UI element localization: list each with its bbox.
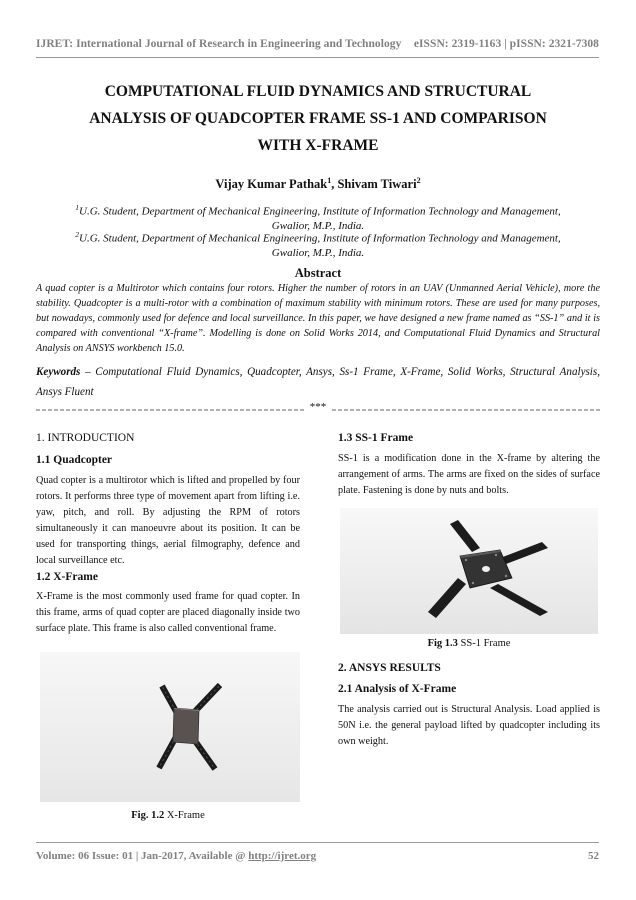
title-line-2: ANALYSIS OF QUADCOPTER FRAME SS-1 AND COMPARISON <box>89 110 547 127</box>
section-1-2-text: X-Frame is the most commonly used frame for quad copter. In this frame, arms of quad copter are placed diagonally inside two surface plate. This frame is also called conventional frame. <box>36 591 300 634</box>
keywords <box>36 362 600 402</box>
section-separator <box>36 401 600 416</box>
figure-1-3-title: SS-1 Frame <box>457 638 511 649</box>
abstract-heading: Abstract <box>294 266 342 280</box>
title-line-1: COMPUTATIONAL FLUID DYNAMICS AND STRUCTURAL <box>104 83 532 100</box>
section-1-2-heading: 1.2 X-Frame <box>36 571 98 583</box>
affiliation-1-sup: 1 <box>75 203 80 212</box>
section-1-3-heading: 1.3 SS-1 Frame <box>338 432 414 444</box>
affiliation-2 <box>36 228 600 260</box>
section-1-1-text: Quad copter is a multirotor which is lifted and propelled by four rotors. It performs three type of movement apart from lifting i.e. yaw, pitch, and roll. By adjusting the RPM of rotors simultaneously it can manoeuvre about its position. It can be used for transporting things, aerial filmography, defence and local surveillance etc. <box>36 475 300 566</box>
title-line-3: WITH X-FRAME <box>257 137 379 154</box>
figure-1-3-caption <box>338 638 600 649</box>
section-1-heading: 1. INTRODUCTION <box>36 432 135 444</box>
footer-volume <box>36 850 316 862</box>
figure-ss1-frame <box>340 508 598 634</box>
author-2-sup: 2 <box>416 176 421 185</box>
author-1-sup: 1 <box>327 176 332 185</box>
affiliation-2-line1: U.G. Student, Department of Mechanical Engineering, Institute of Information Technology and Management, <box>79 232 561 245</box>
keywords-text: – Computational Fluid Dynamics, Quadcopter, Ansys, Ss-1 Frame, X-Frame, Solid Works, Structural Analysis, Ansys Fluent <box>36 366 600 398</box>
footer-rule <box>36 842 599 843</box>
authors <box>36 176 600 192</box>
separator-stars: *** <box>309 401 327 413</box>
author-2: Shivam Tiwari <box>337 177 417 192</box>
footer-url-link[interactable]: http://ijret.org <box>248 850 317 862</box>
author-1: Vijay Kumar Pathak <box>215 177 328 192</box>
ss1-frame-image <box>340 508 598 634</box>
issn-header: eISSN: 2319-1163 | pISSN: 2321-7308 <box>413 38 599 50</box>
author-separator: , <box>331 177 338 192</box>
section-2-1-heading: 2.1 Analysis of X-Frame <box>338 683 457 695</box>
paper-title <box>36 78 600 159</box>
header-rule <box>36 57 599 58</box>
figure-1-2-label: Fig. 1.2 <box>131 810 165 821</box>
section-2-1-text: The analysis carried out is Structural Analysis. Load applied is 50N i.e. the general payload lifted by quadcopter including its own weight. <box>338 704 600 747</box>
figure-1-2-title: X-Frame <box>164 810 205 821</box>
figure-x-frame <box>40 652 300 802</box>
section-1-1-heading: 1.1 Quadcopter <box>36 454 113 466</box>
figure-1-3-label: Fig 1.3 <box>427 638 458 649</box>
section-2-heading: 2. ANSYS RESULTS <box>338 662 441 674</box>
journal-header: IJRET: International Journal of Research in Engineering and Technology <box>36 38 402 50</box>
figure-1-2-caption <box>36 810 300 821</box>
affiliation-1-line1: U.G. Student, Department of Mechanical Engineering, Institute of Information Technology and Management, <box>79 205 561 218</box>
keywords-label: Keywords <box>36 366 81 378</box>
affiliation-2-sup: 2 <box>75 230 80 239</box>
abstract-text: A quad copter is a Multirotor which contains four rotors. Higher the number of rotors in an UAV (Unmanned Aerial Vehicle), more the stability. Quadcopter is a multi-rotor with a combination of maximum stability with minimum rotors. These are used for many purposes, but nowadays, commonly used for defence and local surveillance. In this paper, we have designed a new frame named as “SS-1” and it is compared with conventional “X-frame”. Modelling is done on Solid Works 2014, and Computational Fluid Dynamics and Structural Analysis on ANSYS workbench 15.0. <box>36 283 600 354</box>
affiliation-1-line2: Gwalior, M.P., India. <box>271 219 365 232</box>
x-frame-image <box>40 652 300 802</box>
section-1-3-text: SS-1 is a modification done in the X-frame by altering the arrangement of arms. The arms are fixed on the sides of surface plate. Fastening is done by nuts and bolts. <box>338 453 600 496</box>
footer-volume-text: Volume: 06 Issue: 01 | Jan-2017, Available @ <box>36 850 249 862</box>
affiliation-2-line2: Gwalior, M.P., India. <box>271 246 365 259</box>
page-number: 52 <box>588 850 599 862</box>
